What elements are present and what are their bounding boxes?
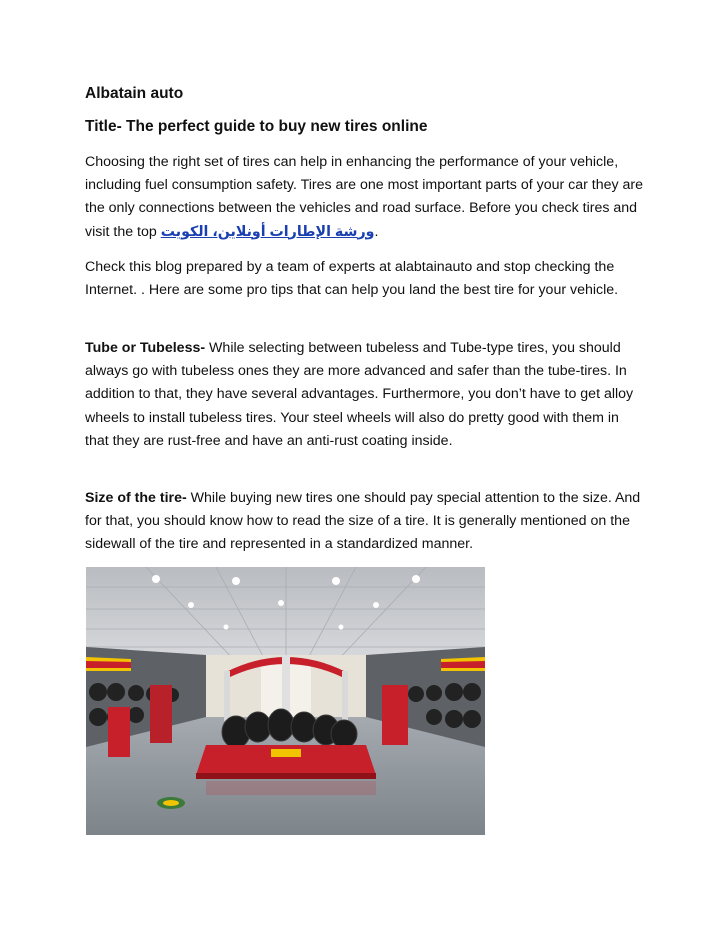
tire-workshop-link[interactable]: ورشة الإطارات أونلاين، الكويت <box>160 223 375 240</box>
size-section-lead: Size of the tire- <box>85 490 187 506</box>
blog-paragraph: Check this blog prepared by a team of experts at alabtainauto and stop checking the Internet. . Here are some pro tips that can help you land the best tire for your vehicle. <box>85 259 619 299</box>
site-name: Albatain auto <box>85 85 184 102</box>
tube-section <box>85 337 645 453</box>
tube-section-text: While selecting between tubeless and Tube-type tires, you should always go with tubeless ones they are more advanced and safer than the tube-tires. In addition to that, they have several advantages. Furthermore, you don’t have to get alloy wheels to install tubeless tires. Your steel wheels will also do pretty good with them in that they are rust-free and have an anti-rust coating inside. <box>85 340 634 449</box>
page-title: Title- The perfect guide to buy new tires online <box>85 118 428 135</box>
size-section <box>85 487 645 557</box>
intro-period: . <box>374 223 379 240</box>
size-section-text: While buying new tires one should pay special attention to the size. And for that, you should know how to read the size of a tire. It is generally mentioned on the sidewall of the tire and represented in a standardized manner. <box>85 490 641 553</box>
tire-showroom-photo <box>86 567 485 835</box>
intro-paragraph <box>85 151 645 244</box>
intro-text: Choosing the right set of tires can help in enhancing the performance of your vehicle, including fuel consumption safety. Tires are one most important parts of your car they are the only connections between the vehicles and road surface. Before you check tires and visit the top <box>85 154 644 240</box>
tube-section-lead: Tube or Tubeless- <box>85 340 206 356</box>
tire-showroom-illustration <box>86 567 485 835</box>
